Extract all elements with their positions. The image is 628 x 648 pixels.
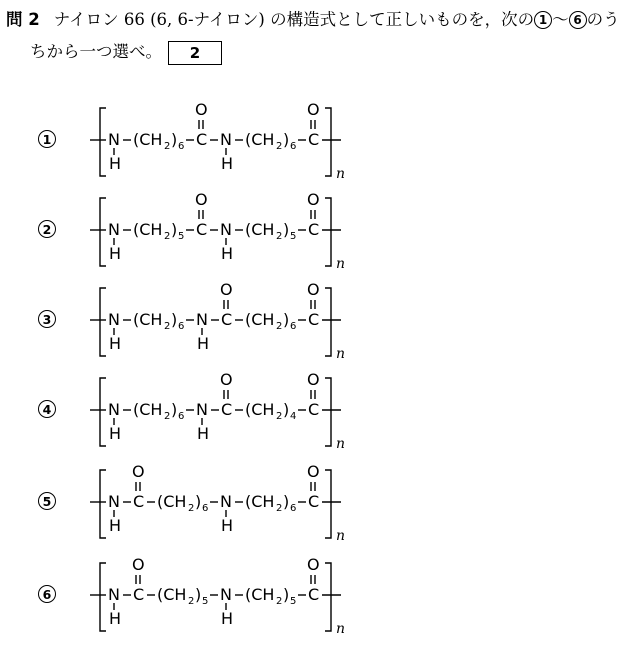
option-1[interactable] <box>0 100 628 188</box>
nitrogen-atom: N <box>220 585 232 604</box>
ch2-group: (CH <box>245 310 275 329</box>
repeat-n: n <box>336 346 346 362</box>
structural-formula <box>0 370 628 458</box>
oxygen-atom: O <box>132 555 145 574</box>
question-number: 問 2 <box>6 10 40 29</box>
ch2-group: ) <box>171 310 178 329</box>
right-bracket <box>325 198 331 266</box>
nitrogen-atom: N <box>108 400 120 419</box>
right-bracket <box>325 378 331 446</box>
carbon-atom: C <box>308 400 320 419</box>
ch2-group: ) <box>171 130 178 149</box>
right-bracket <box>325 288 331 356</box>
hydrogen-atom: H <box>109 334 122 353</box>
option-5[interactable] <box>0 462 628 550</box>
option-number: 6 <box>38 585 56 603</box>
carbon-atom: C <box>221 310 233 329</box>
carbon-atom: C <box>133 492 145 511</box>
ch2-group: (CH <box>157 585 187 604</box>
left-bracket <box>100 108 106 176</box>
carbon-atom: C <box>308 220 320 239</box>
left-bracket <box>100 563 106 631</box>
option-number: 4 <box>38 400 56 418</box>
option-6[interactable] <box>0 555 628 643</box>
option-2[interactable] <box>0 190 628 278</box>
ch2-group: (CH <box>133 130 163 149</box>
repeat-n: n <box>336 528 346 544</box>
option-3[interactable] <box>0 280 628 368</box>
ch2-subscript: 2 <box>164 231 171 242</box>
oxygen-atom: O <box>307 555 320 574</box>
repeat-count: 5 <box>178 231 185 242</box>
ch2-group: (CH <box>133 400 163 419</box>
oxygen-atom: O <box>307 100 320 119</box>
answer-box[interactable]: 2 <box>168 41 222 65</box>
repeat-n: n <box>336 166 346 182</box>
ch2-group: (CH <box>133 220 163 239</box>
option-number: 1 <box>38 130 56 148</box>
ch2-group: ) <box>171 220 178 239</box>
oxygen-atom: O <box>307 190 320 209</box>
left-bracket <box>100 288 106 356</box>
carbon-atom: C <box>221 400 233 419</box>
structural-formula <box>0 280 628 368</box>
ch2-subscript: 2 <box>276 411 283 422</box>
hydrogen-atom: H <box>221 516 234 535</box>
structural-formula <box>0 555 628 643</box>
ch2-group: ) <box>171 400 178 419</box>
ch2-subscript: 2 <box>276 231 283 242</box>
carbon-atom: C <box>308 310 320 329</box>
carbon-atom: C <box>133 585 145 604</box>
oxygen-atom: O <box>195 100 208 119</box>
oxygen-atom: O <box>307 370 320 389</box>
nitrogen-atom: N <box>220 130 232 149</box>
nitrogen-atom: N <box>108 220 120 239</box>
option-4[interactable] <box>0 370 628 458</box>
right-bracket <box>325 470 331 538</box>
carbon-atom: C <box>308 130 320 149</box>
nitrogen-atom: N <box>108 310 120 329</box>
hydrogen-atom: H <box>109 154 122 173</box>
ch2-subscript: 2 <box>164 411 171 422</box>
repeat-count: 5 <box>202 596 209 607</box>
repeat-count: 6 <box>202 503 209 514</box>
ch2-subscript: 2 <box>276 321 283 332</box>
ch2-group: ) <box>195 492 202 511</box>
nitrogen-atom: N <box>108 130 120 149</box>
question-text: ナイロン 66 (6, 6-ナイロン) の構造式として正しいものを，次の <box>53 10 535 29</box>
repeat-count: 5 <box>290 231 297 242</box>
ch2-subscript: 2 <box>164 141 171 152</box>
ch2-group: (CH <box>245 220 275 239</box>
option-number: 5 <box>38 492 56 510</box>
ch2-group: (CH <box>245 585 275 604</box>
ch2-subscript: 2 <box>276 141 283 152</box>
right-bracket <box>325 563 331 631</box>
oxygen-atom: O <box>220 370 233 389</box>
repeat-n: n <box>336 256 346 272</box>
carbon-atom: C <box>308 585 320 604</box>
oxygen-atom: O <box>307 462 320 481</box>
nitrogen-atom: N <box>108 492 120 511</box>
repeat-count: 6 <box>178 321 185 332</box>
oxygen-atom: O <box>307 280 320 299</box>
hydrogen-atom: H <box>221 154 234 173</box>
repeat-n: n <box>336 621 346 637</box>
nitrogen-atom: N <box>196 310 208 329</box>
oxygen-atom: O <box>220 280 233 299</box>
ch2-subscript: 2 <box>188 503 195 514</box>
ch2-group: (CH <box>245 492 275 511</box>
repeat-n: n <box>336 436 346 452</box>
ch2-group: ) <box>283 400 290 419</box>
ch2-group: (CH <box>245 130 275 149</box>
carbon-atom: C <box>196 130 208 149</box>
ch2-group: ) <box>283 585 290 604</box>
ch2-subscript: 2 <box>164 321 171 332</box>
structural-formula <box>0 100 628 188</box>
ch2-group: ) <box>283 220 290 239</box>
hydrogen-atom: H <box>197 424 210 443</box>
ch2-group: (CH <box>157 492 187 511</box>
repeat-count: 6 <box>290 321 297 332</box>
left-bracket <box>100 198 106 266</box>
nitrogen-atom: N <box>196 400 208 419</box>
question-line-2 <box>6 36 620 68</box>
nitrogen-atom: N <box>108 585 120 604</box>
option-number: 2 <box>38 220 56 238</box>
ch2-group: (CH <box>133 310 163 329</box>
left-bracket <box>100 378 106 446</box>
left-bracket <box>100 470 106 538</box>
ch2-subscript: 2 <box>188 596 195 607</box>
carbon-atom: C <box>308 492 320 511</box>
hydrogen-atom: H <box>109 424 122 443</box>
repeat-count: 6 <box>178 411 185 422</box>
question-text-2: ちから一つ選べ。 <box>30 42 162 61</box>
ch2-group: ) <box>283 492 290 511</box>
range-separator: 〜 <box>552 10 569 29</box>
hydrogen-atom: H <box>109 609 122 628</box>
ch2-group: (CH <box>245 400 275 419</box>
oxygen-atom: O <box>132 462 145 481</box>
hydrogen-atom: H <box>221 244 234 263</box>
hydrogen-atom: H <box>197 334 210 353</box>
hydrogen-atom: H <box>221 609 234 628</box>
oxygen-atom: O <box>195 190 208 209</box>
structural-formula <box>0 190 628 278</box>
structural-formula <box>0 462 628 550</box>
repeat-count: 6 <box>290 503 297 514</box>
hydrogen-atom: H <box>109 516 122 535</box>
right-bracket <box>325 108 331 176</box>
range-start-number: 1 <box>534 11 552 29</box>
ch2-group: ) <box>195 585 202 604</box>
option-number: 3 <box>38 310 56 328</box>
repeat-count: 6 <box>290 141 297 152</box>
hydrogen-atom: H <box>109 244 122 263</box>
ch2-group: ) <box>283 130 290 149</box>
carbon-atom: C <box>196 220 208 239</box>
repeat-count: 6 <box>178 141 185 152</box>
question-line-1 <box>6 4 620 36</box>
ch2-subscript: 2 <box>276 503 283 514</box>
ch2-group: ) <box>283 310 290 329</box>
range-end-number: 6 <box>569 11 587 29</box>
repeat-count: 4 <box>290 411 297 422</box>
ch2-subscript: 2 <box>276 596 283 607</box>
question <box>6 4 620 68</box>
nitrogen-atom: N <box>220 220 232 239</box>
repeat-count: 5 <box>290 596 297 607</box>
nitrogen-atom: N <box>220 492 232 511</box>
question-text-end: のう <box>586 10 620 29</box>
